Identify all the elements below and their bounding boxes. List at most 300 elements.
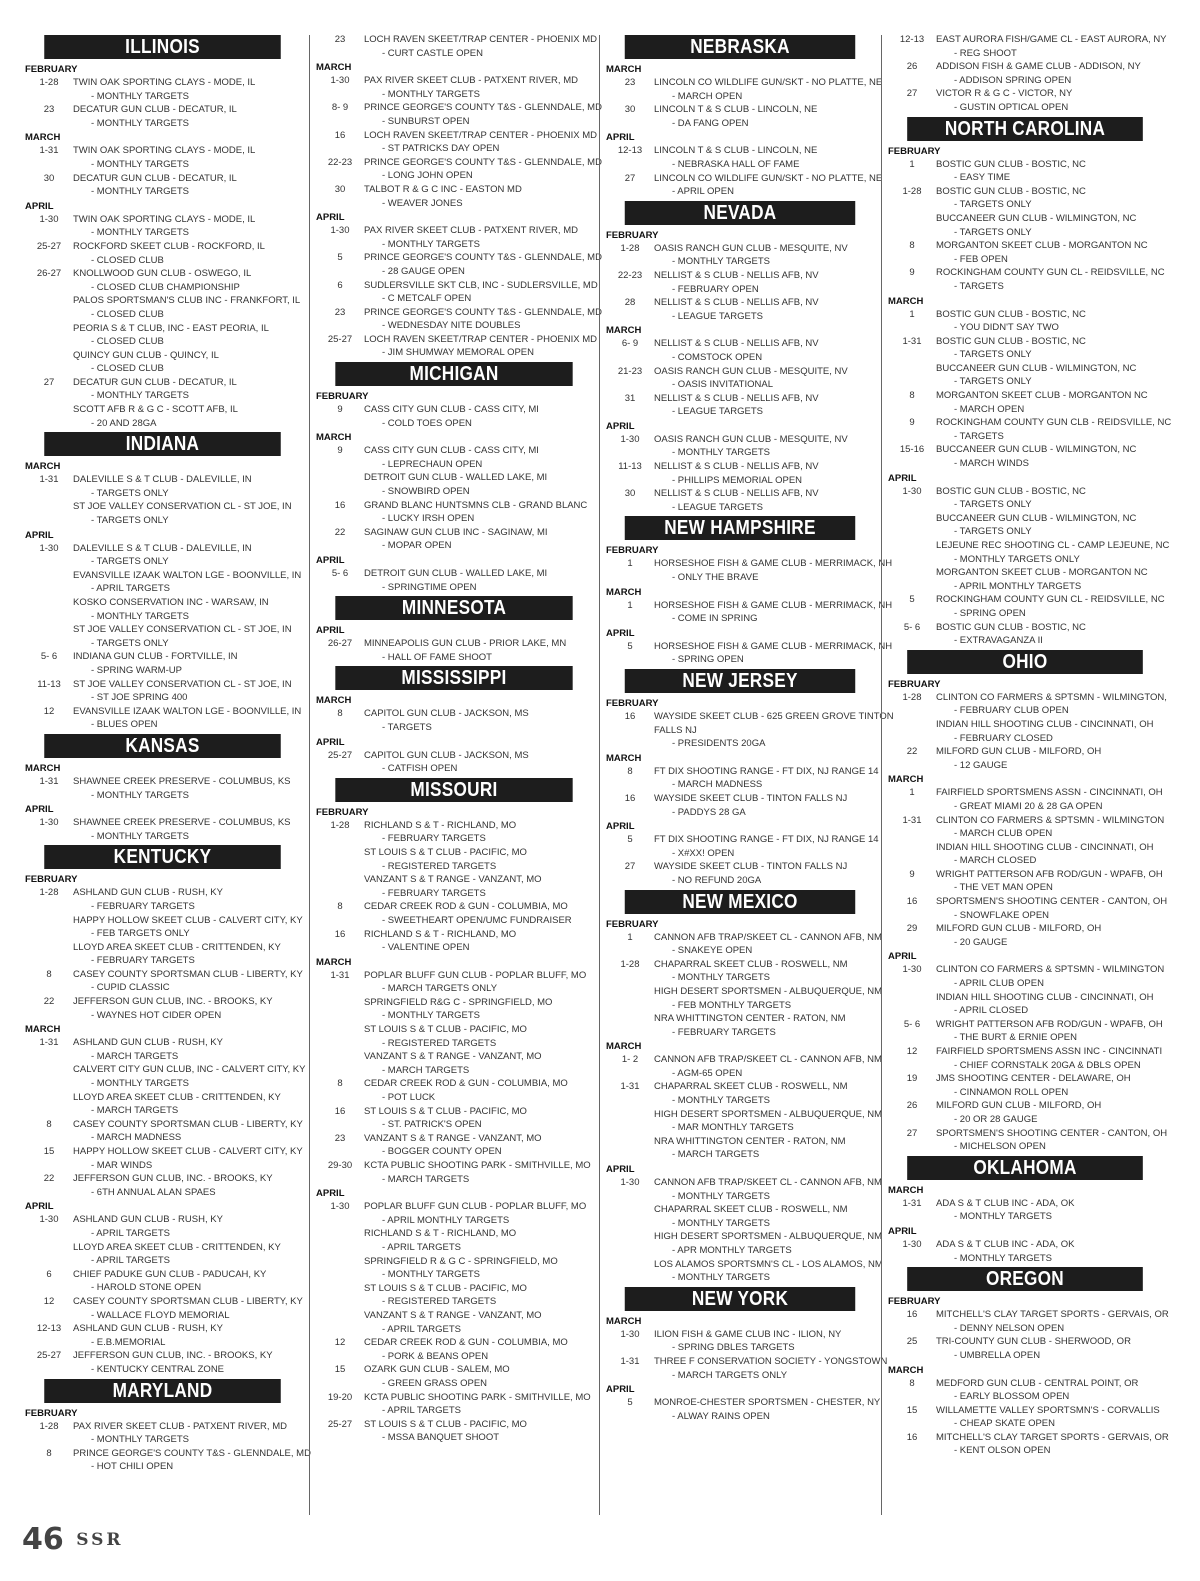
event-club: WRIGHT PATTERSON AFB ROD/GUN - WPAFB, OH: [936, 1018, 1163, 1030]
event-details: [654, 144, 874, 171]
event-club: NELLIST & S CLUB - NELLIS AFB, NV: [654, 297, 819, 309]
event-line: - TARGETS ONLY: [954, 499, 1032, 511]
event-date: 15-16: [899, 444, 925, 456]
event-entry: [888, 1197, 1162, 1224]
event-line: - APRIL OPEN: [672, 186, 734, 198]
state-header: NEW YORK: [625, 1287, 855, 1311]
event-club: ADA S & T CLUB INC - ADA, OK: [936, 1238, 1075, 1250]
event-date: 22: [43, 996, 55, 1008]
event-line: - BOGGER COUNTY OPEN: [382, 1146, 502, 1158]
event-line: - TARGETS: [954, 430, 1004, 442]
event-line: - SPRINGTIME OPEN: [382, 581, 477, 593]
event-date: 1-28: [39, 77, 59, 88]
event-entry: [316, 928, 592, 955]
event-date: [316, 1255, 364, 1282]
event-date: 8: [46, 1447, 52, 1459]
event-line: - APRIL TARGETS: [91, 1227, 171, 1239]
event-club: MINNEAPOLIS GUN CLUB - PRIOR LAKE, MN: [364, 638, 567, 650]
event-line: - HOT CHILI OPEN: [91, 1461, 174, 1473]
event-entry: [25, 1447, 311, 1474]
event-entry: [316, 224, 592, 251]
event-club: ASHLAND GUN CLUB - RUSH, KY: [73, 887, 223, 899]
month-heading: FEBRUARY: [25, 1407, 78, 1419]
state-header: NEW MEXICO: [625, 890, 855, 914]
event-details: [73, 213, 300, 240]
event-date: 12: [906, 1046, 918, 1057]
event-club: BOSTIC GUN CLUB - BOSTIC, NC: [936, 158, 1086, 170]
event-club: SUDLERSVILLE SKT CLB, INC - SUDLERSVILLE, MD: [364, 279, 598, 291]
event-entry: [888, 1238, 1162, 1265]
event-club: FT DIX SHOOTING RANGE - FT DIX, NJ RANGE 14: [654, 765, 879, 777]
event-details: [73, 542, 300, 569]
event-club: JEFFERSON GUN CLUB, INC. - BROOKS, KY: [73, 996, 273, 1008]
event-entry: [888, 1335, 1162, 1362]
event-line: - MARCH TARGETS: [91, 1050, 179, 1062]
event-club: NRA WHITTINGTON CENTER - RATON, NM: [654, 1013, 846, 1025]
event-details: [73, 596, 300, 623]
event-line: - CLOSED CLUB: [91, 254, 164, 266]
event-line: - APRIL MONTHLY TARGETS: [954, 580, 1082, 592]
event-line: - CATFISH OPEN: [382, 763, 458, 775]
event-line: - TARGETS ONLY: [954, 199, 1032, 211]
event-club: ST JOE VALLEY CONSERVATION CL - ST JOE, IN: [73, 501, 292, 513]
event-entry: [606, 1396, 881, 1423]
event-date: 8: [909, 390, 915, 402]
event-details: [936, 1099, 1162, 1126]
event-line: - FEBRUARY CLOSED: [954, 732, 1053, 744]
event-entry: [888, 443, 1162, 470]
event-entry: [888, 60, 1162, 87]
state-header: MARYLAND: [44, 1379, 281, 1403]
event-club: LLOYD AREA SKEET CLUB - CRITTENDEN, KY: [73, 1091, 281, 1103]
event-details: [73, 500, 300, 527]
event-details: [654, 1080, 874, 1107]
state-header: OHIO: [907, 650, 1143, 674]
event-line: - TARGETS ONLY: [954, 349, 1032, 361]
event-date: 11-13: [37, 678, 61, 690]
event-details: [936, 718, 1162, 745]
state-header: MISSISSIPPI: [335, 666, 572, 690]
event-entry: [316, 873, 592, 900]
event-club: PAX RIVER SKEET CLUB - PATXENT RIVER, MD: [364, 75, 578, 87]
event-club: CANNON AFB TRAP/SKEET CL - CANNON AFB, NM: [654, 931, 882, 943]
event-entry: [606, 860, 874, 887]
event-line: - APRIL CLUB OPEN: [954, 978, 1044, 990]
event-line: - MONTHLY TARGETS: [91, 1078, 190, 1090]
event-club: CAPITOL GUN CLUB - JACKSON, MS: [364, 708, 529, 720]
event-date: 1-28: [902, 185, 922, 197]
event-entry: [316, 471, 592, 498]
event-line: - 6TH ANNUAL ALAN SPAES: [91, 1186, 216, 1198]
event-entry: [25, 103, 300, 130]
event-club: CANNON AFB TRAP/SKEET CL - CANNON AFB, NM: [654, 1177, 882, 1189]
event-club: SPORTSMEN'S SHOOTING CENTER - CANTON, OH: [936, 896, 1168, 908]
event-details: [654, 860, 874, 887]
event-entry: [888, 991, 1162, 1018]
event-club: CAPITOL GUN CLUB - JACKSON, MS: [364, 749, 529, 761]
event-date: [606, 1258, 654, 1285]
event-entry: [25, 322, 300, 349]
event-details: [73, 569, 301, 596]
event-date: 1-30: [330, 225, 350, 237]
event-entry: [25, 1349, 300, 1376]
event-details: [654, 599, 892, 626]
event-line: - MICHELSON OPEN: [954, 1141, 1046, 1153]
event-details: [654, 710, 894, 751]
event-line: - SWEETHEART OPEN/UMC FUNDRAISER: [382, 914, 572, 926]
event-line: - MARCH CLUB OPEN: [954, 828, 1053, 840]
column-1: [25, 33, 311, 1474]
event-line: - MARCH TARGETS ONLY: [672, 1369, 788, 1381]
event-details: [73, 650, 300, 677]
event-line: - YOU DIDN'T SAY TWO: [954, 322, 1059, 334]
event-entry: [606, 1135, 874, 1162]
month-heading: APRIL: [888, 1225, 917, 1237]
event-line: - MONTHLY TARGETS: [91, 830, 190, 842]
event-details: [364, 444, 592, 471]
event-date: 25-27: [327, 333, 353, 345]
event-date: [25, 403, 73, 430]
event-club: MILFORD GUN CLUB - MILFORD, OH: [936, 923, 1102, 935]
event-line: - FEB TARGETS ONLY: [91, 928, 190, 940]
event-details: [936, 1404, 1162, 1431]
event-entry: [316, 33, 597, 60]
event-date: 16: [334, 1105, 346, 1117]
event-club: LINCOLN T & S CLUB - LINCOLN, NE: [654, 104, 818, 116]
event-details: [73, 267, 300, 294]
event-details: [654, 792, 874, 819]
event-date: [25, 941, 73, 968]
event-club: PAX RIVER SKEET CLUB - PATXENT RIVER, MD: [364, 225, 578, 237]
event-details: [654, 76, 882, 103]
event-details: [936, 1045, 1162, 1072]
event-date: 23: [334, 34, 346, 45]
event-club: ILION FISH & GAME CLUB INC - ILION, NY: [654, 1328, 842, 1340]
event-entry: [316, 969, 592, 996]
event-club: DECATUR GUN CLUB - DECATUR, IL: [73, 172, 237, 184]
event-details: [364, 969, 592, 996]
event-date: 23: [334, 306, 346, 318]
event-club: OASIS RANCH GUN CLUB - MESQUITE, NV: [654, 365, 848, 377]
event-club: MILFORD GUN CLUB - MILFORD, OH: [936, 1100, 1102, 1112]
event-details: [364, 1336, 592, 1363]
event-entry: [606, 103, 874, 130]
event-line: - SNOWFLAKE OPEN: [954, 909, 1050, 921]
event-club: LOCH RAVEN SKEET/TRAP CENTER - PHOENIX MD: [364, 34, 597, 45]
event-details: [654, 296, 874, 323]
event-club: HIGH DESERT SPORTSMEN - ALBUQUERQUE, NM: [654, 1231, 883, 1243]
event-details: [364, 1282, 592, 1309]
month-heading: APRIL: [888, 951, 917, 963]
event-date: 25-27: [36, 1350, 62, 1362]
event-club: RICHLAND S & T - RICHLAND, MO: [364, 928, 517, 940]
event-line: - CURT CASTLE OPEN: [382, 47, 484, 59]
event-club: ST LOUIS S & T CLUB - PACIFIC, MO: [364, 1024, 527, 1036]
event-details: [654, 337, 874, 364]
event-details: [654, 1012, 874, 1039]
event-club: SAGINAW GUN CLUB INC - SAGINAW, MI: [364, 526, 548, 538]
event-line: - MONTHLY TARGETS: [382, 88, 481, 100]
event-entry: [888, 512, 1162, 539]
event-line: - MONTHLY TARGETS: [91, 90, 190, 102]
month-heading: MARCH: [888, 295, 924, 307]
event-date: 1: [627, 599, 633, 611]
event-line: - MONTHLY TARGETS ONLY: [954, 553, 1080, 565]
state-header: OREGON: [907, 1267, 1143, 1291]
event-date: [25, 914, 73, 941]
event-club: CHAPARRAL SKEET CLUB - ROSWELL, NM: [654, 958, 848, 970]
month-heading: MARCH: [606, 752, 642, 764]
event-date: 5: [909, 594, 915, 606]
event-line: - MONTHLY TARGETS: [672, 1095, 771, 1107]
event-club: PRINCE GEORGE'S COUNTY T&S - GLENNDALE, MD: [364, 252, 602, 264]
event-club: WAYSIDE SKEET CLUB - TINTON FALLS NJ: [654, 792, 848, 804]
event-club: OASIS RANCH GUN CLUB - MESQUITE, NV: [654, 433, 848, 445]
event-line: - APRIL TARGETS: [382, 1405, 462, 1417]
event-club: EVANSVILLE IZAAK WALTON LGE - BOONVILLE, IN: [73, 569, 302, 581]
event-details: [73, 1268, 300, 1295]
event-date: 15: [334, 1364, 346, 1376]
event-entry: [888, 922, 1162, 949]
event-club: DETROIT GUN CLUB - WALLED LAKE, MI: [364, 472, 548, 484]
event-details: [73, 1322, 300, 1349]
state-header: NEW JERSEY: [625, 669, 855, 693]
event-entry: [606, 1080, 874, 1107]
event-club: LLOYD AREA SKEET CLUB - CRITTENDEN, KY: [73, 1241, 281, 1253]
event-club: MORGANTON SKEET CLUB - MORGANTON NC: [936, 567, 1148, 579]
month-heading: FEBRUARY: [606, 545, 659, 557]
event-date: 9: [337, 445, 343, 457]
event-date: 5- 6: [40, 651, 58, 663]
event-date: 23: [334, 1132, 346, 1144]
month-heading: FEBRUARY: [25, 64, 78, 75]
event-line: - TARGETS ONLY: [91, 637, 169, 649]
event-date: 1: [909, 158, 915, 170]
event-entry: [316, 846, 592, 873]
event-entry: [606, 1203, 874, 1230]
event-line: - APR MONTHLY TARGETS: [672, 1245, 792, 1256]
event-club: NELLIST & S CLUB - NELLIS AFB, NV: [654, 461, 819, 473]
month-heading: MARCH: [606, 1041, 642, 1053]
event-details: [936, 1377, 1162, 1404]
page-number: 46: [22, 1522, 64, 1557]
event-entry: [606, 1230, 883, 1257]
event-entry: [606, 337, 874, 364]
event-line: - DA FANG OPEN: [672, 117, 749, 129]
event-details: [73, 322, 300, 349]
event-date: 15: [43, 1146, 55, 1157]
event-details: [654, 103, 874, 130]
event-club: LEJEUNE REC SHOOTING CL - CAMP LEJEUNE, NC: [936, 540, 1170, 551]
event-date: [25, 569, 73, 596]
month-heading: APRIL: [606, 627, 635, 639]
event-details: [936, 158, 1162, 185]
event-entry: [25, 500, 300, 527]
event-club: BOSTIC GUN CLUB - BOSTIC, NC: [936, 185, 1086, 197]
event-details: [936, 991, 1162, 1018]
state-header: NEW HAMPSHIRE: [625, 516, 855, 540]
event-entry: [606, 242, 874, 269]
event-club: ROCKFORD SKEET CLUB - ROCKFORD, IL: [73, 240, 265, 252]
event-date: [888, 212, 936, 239]
event-date: 11-13: [618, 461, 642, 473]
event-entry: [316, 1132, 592, 1159]
event-entry: [606, 792, 874, 819]
event-details: [73, 172, 300, 199]
event-date: [606, 985, 654, 1012]
event-details: [364, 306, 602, 333]
event-entry: [316, 183, 592, 210]
event-club: JEFFERSON GUN CLUB, INC. - BROOKS, KY: [73, 1350, 273, 1362]
event-club: BUCCANEER GUN CLUB - WILMINGTON, NC: [936, 362, 1137, 374]
event-details: [936, 87, 1162, 114]
event-line: - X#XX! OPEN: [672, 847, 735, 859]
event-date: [888, 512, 936, 539]
event-details: [936, 963, 1164, 990]
event-date: [888, 566, 936, 593]
event-entry: [25, 76, 300, 103]
event-line: - REGISTERED TARGETS: [382, 1296, 497, 1308]
event-entry: [888, 868, 1162, 895]
event-club: CASS CITY GUN CLUB - CASS CITY, MI: [364, 404, 539, 416]
event-club: KCTA PUBLIC SHOOTING PARK - SMITHVILLE, MO: [364, 1391, 591, 1403]
event-date: 8: [909, 1377, 915, 1389]
event-date: 1-30: [39, 817, 59, 829]
event-club: ST JOE VALLEY CONSERVATION CL - ST JOE, IN: [73, 624, 292, 636]
event-line: - FEB OPEN: [954, 253, 1008, 265]
event-date: 1: [909, 308, 915, 320]
event-entry: [606, 269, 874, 296]
event-details: [73, 775, 300, 802]
event-entry: [316, 279, 598, 306]
event-entry: [888, 1072, 1162, 1099]
event-details: [364, 251, 602, 278]
event-date: 8- 9: [331, 102, 349, 114]
event-entry: [316, 996, 592, 1023]
event-details: [73, 144, 300, 171]
month-heading: APRIL: [25, 529, 54, 541]
event-details: [73, 1091, 300, 1118]
event-line: - REGISTERED TARGETS: [382, 860, 497, 872]
event-date: 26-27: [327, 638, 353, 650]
event-line: - SPRING DBLES TARGETS: [672, 1342, 795, 1354]
event-entry: [888, 308, 1162, 335]
month-heading: FEBRUARY: [888, 678, 941, 690]
event-line: - NEBRASKA HALL OF FAME: [672, 158, 800, 170]
event-line: - CHIEF CORNSTALK 20GA & DBLS OPEN: [954, 1059, 1141, 1071]
event-details: [364, 846, 592, 873]
event-date: 5: [627, 1397, 633, 1409]
event-details: [654, 1328, 874, 1355]
event-club: HORSESHOE FISH & GAME CLUB - MERRIMACK, NH: [654, 640, 893, 652]
event-entry: [25, 968, 303, 995]
event-line: - ADDISON SPRING OPEN: [954, 74, 1072, 86]
event-club: VANZANT S & T RANGE - VANZANT, MO: [364, 1309, 542, 1321]
event-entry: [316, 1282, 592, 1309]
event-details: [364, 1023, 592, 1050]
event-line: - COME IN SPRING: [672, 613, 758, 625]
event-details: [73, 678, 300, 705]
event-date: 22-23: [327, 156, 353, 168]
month-heading: FEBRUARY: [316, 806, 369, 818]
event-entry: [25, 914, 303, 941]
event-club: HORSESHOE FISH & GAME CLUB - MERRIMACK, NH: [654, 558, 893, 570]
event-details: [654, 833, 879, 860]
event-line: - MONTHLY TARGETS: [91, 158, 190, 170]
event-line: - OASIS INVITATIONAL: [672, 379, 773, 391]
event-details: [936, 621, 1162, 648]
event-date: [888, 718, 936, 745]
event-entry: [888, 621, 1162, 648]
event-club: CHIEF PADUKE GUN CLUB - PADUCAH, KY: [73, 1268, 267, 1280]
event-line: - MONTHLY TARGETS: [382, 238, 481, 250]
event-entry: [888, 1308, 1169, 1335]
month-heading: APRIL: [316, 625, 345, 637]
event-entry: [606, 765, 879, 792]
event-entry: [316, 1200, 592, 1227]
event-details: [654, 365, 874, 392]
event-details: [936, 443, 1162, 470]
event-line: - APRIL TARGETS: [382, 1323, 462, 1335]
event-club: CEDAR CREEK ROD & GUN - COLUMBIA, MO: [364, 1337, 568, 1349]
event-line: - BLUES OPEN: [91, 719, 158, 731]
column-2: [316, 33, 602, 1445]
event-club: NELLIST & S CLUB - NELLIS AFB, NV: [654, 269, 819, 281]
event-club: SPRINGFIELD R&G C - SPRINGFIELD, MO: [364, 996, 553, 1008]
event-entry: [316, 306, 602, 333]
event-date: [888, 841, 936, 868]
event-entry: [888, 1377, 1162, 1404]
event-details: [73, 1213, 300, 1240]
event-club: GRAND BLANC HUNTSMNS CLB - GRAND BLANC: [364, 499, 588, 511]
event-details: [364, 101, 602, 128]
column-divider: [881, 35, 882, 1515]
event-line: - GUSTIN OPTICAL OPEN: [954, 101, 1069, 113]
month-heading: FEBRUARY: [25, 874, 78, 886]
event-club: OZARK GUN CLUB - SALEM, MO: [364, 1364, 510, 1376]
event-date: 1-30: [620, 1328, 640, 1340]
event-entry: [606, 1012, 874, 1039]
event-club: QUINCY GUN CLUB - QUINCY, IL: [73, 349, 219, 361]
event-date: 1-30: [39, 213, 59, 225]
event-line: - CLOSED CLUB CHAMPIONSHIP: [91, 281, 240, 293]
event-entry: [25, 1145, 303, 1172]
event-details: [654, 1053, 882, 1080]
event-entry: [25, 240, 300, 267]
event-line: - FEBRUARY TARGETS: [382, 887, 486, 899]
event-date: [316, 846, 364, 873]
event-club: THREE F CONSERVATION SOCIETY - YONGSTOWN: [654, 1355, 888, 1367]
event-details: [936, 1072, 1162, 1099]
event-details: [364, 637, 592, 664]
event-line: - PORK & BEANS OPEN: [382, 1350, 489, 1362]
event-details: [73, 705, 301, 732]
event-date: 12: [43, 705, 55, 717]
event-club: CEDAR CREEK ROD & GUN - COLUMBIA, MO: [364, 901, 568, 913]
event-details: [936, 485, 1162, 512]
event-line: - TARGETS ONLY: [91, 487, 169, 499]
event-date: [316, 1309, 364, 1336]
event-line: - MARCH TARGETS ONLY: [382, 983, 498, 995]
event-date: [316, 873, 364, 900]
event-line: - 12 GAUGE: [954, 759, 1008, 771]
event-entry: [25, 267, 300, 294]
event-details: [73, 941, 300, 968]
event-details: [73, 294, 300, 321]
event-entry: [25, 1036, 300, 1063]
month-heading: APRIL: [25, 200, 54, 212]
event-line: - MONTHLY TARGETS: [672, 256, 771, 268]
